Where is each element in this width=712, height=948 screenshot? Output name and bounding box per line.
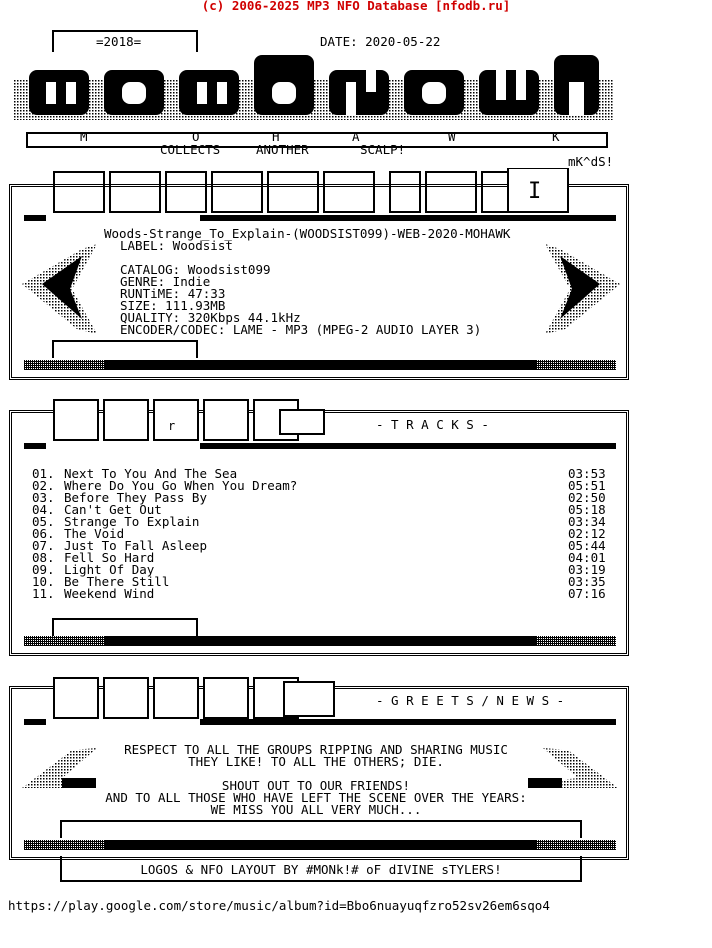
letter-m: M xyxy=(80,129,88,144)
track-time: 02:50 xyxy=(568,490,606,505)
tagline-scalp: SCALP! xyxy=(360,142,406,157)
svg-text:r: r xyxy=(168,419,176,433)
greets-rule-right xyxy=(200,719,616,725)
release-quality: QUALITY: 320Kbps 44.1kHz xyxy=(120,310,301,325)
greets-tab-box xyxy=(60,820,582,838)
track-num: 08. xyxy=(32,550,55,565)
site-banner: (c) 2006-2025 MP3 NFO Database [nfodb.ru] xyxy=(201,0,511,13)
track-num: 04. xyxy=(32,502,55,517)
tracks-rule-right xyxy=(200,443,616,449)
track-title: Be There Still xyxy=(64,574,170,589)
track-title: Strange To Explain xyxy=(64,514,200,529)
track-time: 03:19 xyxy=(568,562,606,577)
tracks-dither-right xyxy=(536,636,616,646)
greets-dither-left xyxy=(24,840,104,850)
release-arrow-right xyxy=(540,244,620,334)
release-rule-right xyxy=(200,215,616,221)
track-num: 05. xyxy=(32,514,55,529)
release-encoder: ENCODER/CODEC: LAME - MP3 (MPEG-2 AUDIO LAYER 3) xyxy=(120,322,482,337)
track-time: 03:35 xyxy=(568,574,606,589)
release-genre: GENRE: Indie xyxy=(120,274,211,289)
layout-credits: LOGOS & NFO LAYOUT BY #MONk!# oF dIVINE sTYLERS! xyxy=(140,862,502,877)
tagline-another: ANOTHER xyxy=(256,142,309,157)
release-title: Woods-Strange_To_Explain-(WOODSIST099)-WEB-2020-MOHAWK xyxy=(104,226,511,241)
track-title: Fell So Hard xyxy=(64,550,155,565)
release-tab-box xyxy=(52,340,198,358)
artist-tag: mK^dS! xyxy=(568,154,614,169)
greets-bottom-bar xyxy=(104,840,536,850)
letter-a: A xyxy=(352,129,360,144)
letter-k: K xyxy=(552,129,560,144)
letter-w: W xyxy=(448,129,456,144)
svg-text:I: I xyxy=(528,179,542,204)
track-num: 03. xyxy=(32,490,55,505)
mohawk-logo-art xyxy=(14,50,614,130)
source-url[interactable]: https://play.google.com/store/music/album?id=Bbo6nuayuqfzro52sv26em6sqo4 xyxy=(8,898,550,913)
release-arrow-left xyxy=(22,244,102,334)
letter-o: O xyxy=(192,129,200,144)
greets-logo xyxy=(50,674,340,724)
track-num: 07. xyxy=(32,538,55,553)
mohawk-letter-bar xyxy=(26,129,608,148)
release-catalog: CATALOG: Woodsist099 xyxy=(120,262,271,277)
release-runtime: RUNTiME: 47:33 xyxy=(120,286,226,301)
greets-rule-left xyxy=(24,719,46,725)
tracks-logo xyxy=(50,396,330,446)
greets-line: SHOUT OUT TO OUR FRIENDS! xyxy=(221,778,411,793)
track-time: 05:18 xyxy=(568,502,606,517)
release-info-logo xyxy=(50,168,570,218)
track-time: 02:12 xyxy=(568,526,606,541)
tagline-collects: COLLECTS xyxy=(160,142,221,157)
track-num: 01. xyxy=(32,466,55,481)
track-title: Just To Fall Asleep xyxy=(64,538,207,553)
track-time: 05:44 xyxy=(568,538,606,553)
tracks-bottom-bar xyxy=(104,636,536,646)
track-time: 05:51 xyxy=(568,478,606,493)
release-rule-left xyxy=(24,215,46,221)
track-title: Where Do You Go When You Dream? xyxy=(64,478,298,493)
tracks-tab-box xyxy=(52,618,198,636)
tracks-dither-left xyxy=(24,636,104,646)
release-label: LABEL: Woodsist xyxy=(120,238,233,253)
letter-h: H xyxy=(272,129,280,144)
tracks-rule-left xyxy=(24,443,46,449)
track-time: 03:34 xyxy=(568,514,606,529)
track-title: The Void xyxy=(64,526,125,541)
year-label: =2018= xyxy=(96,34,142,49)
track-title: Light Of Day xyxy=(64,562,155,577)
track-title: Next To You And The Sea xyxy=(64,466,238,481)
release-date: DATE: 2020-05-22 xyxy=(320,34,441,49)
track-time: 04:01 xyxy=(568,550,606,565)
greets-line: WE MISS YOU ALL VERY MUCH... xyxy=(210,802,422,817)
greets-dither-right xyxy=(536,840,616,850)
track-title: Before They Pass By xyxy=(64,490,207,505)
track-num: 06. xyxy=(32,526,55,541)
greets-heading: - G R E E T S / N E W S - xyxy=(376,693,565,708)
greets-line: AND TO ALL THOSE WHO HAVE LEFT THE SCENE OVER THE YEARS: xyxy=(105,790,527,805)
track-num: 11. xyxy=(32,586,55,601)
track-num: 10. xyxy=(32,574,55,589)
release-size: SIZE: 111.93MB xyxy=(120,298,226,313)
release-dither-right xyxy=(536,360,616,370)
track-num: 02. xyxy=(32,478,55,493)
track-time: 07:16 xyxy=(568,586,606,601)
track-title: Can't Get Out xyxy=(64,502,162,517)
tracks-heading: - T R A C K S - xyxy=(376,417,489,432)
release-bottom-bar xyxy=(104,360,536,370)
greets-line: RESPECT TO ALL THE GROUPS RIPPING AND SHARING MUSIC xyxy=(124,742,508,757)
track-num: 09. xyxy=(32,562,55,577)
track-time: 03:53 xyxy=(568,466,606,481)
track-title: Weekend Wind xyxy=(64,586,155,601)
greets-line: THEY LIKE! TO ALL THE OTHERS; DIE. xyxy=(188,754,444,769)
release-dither-left xyxy=(24,360,104,370)
